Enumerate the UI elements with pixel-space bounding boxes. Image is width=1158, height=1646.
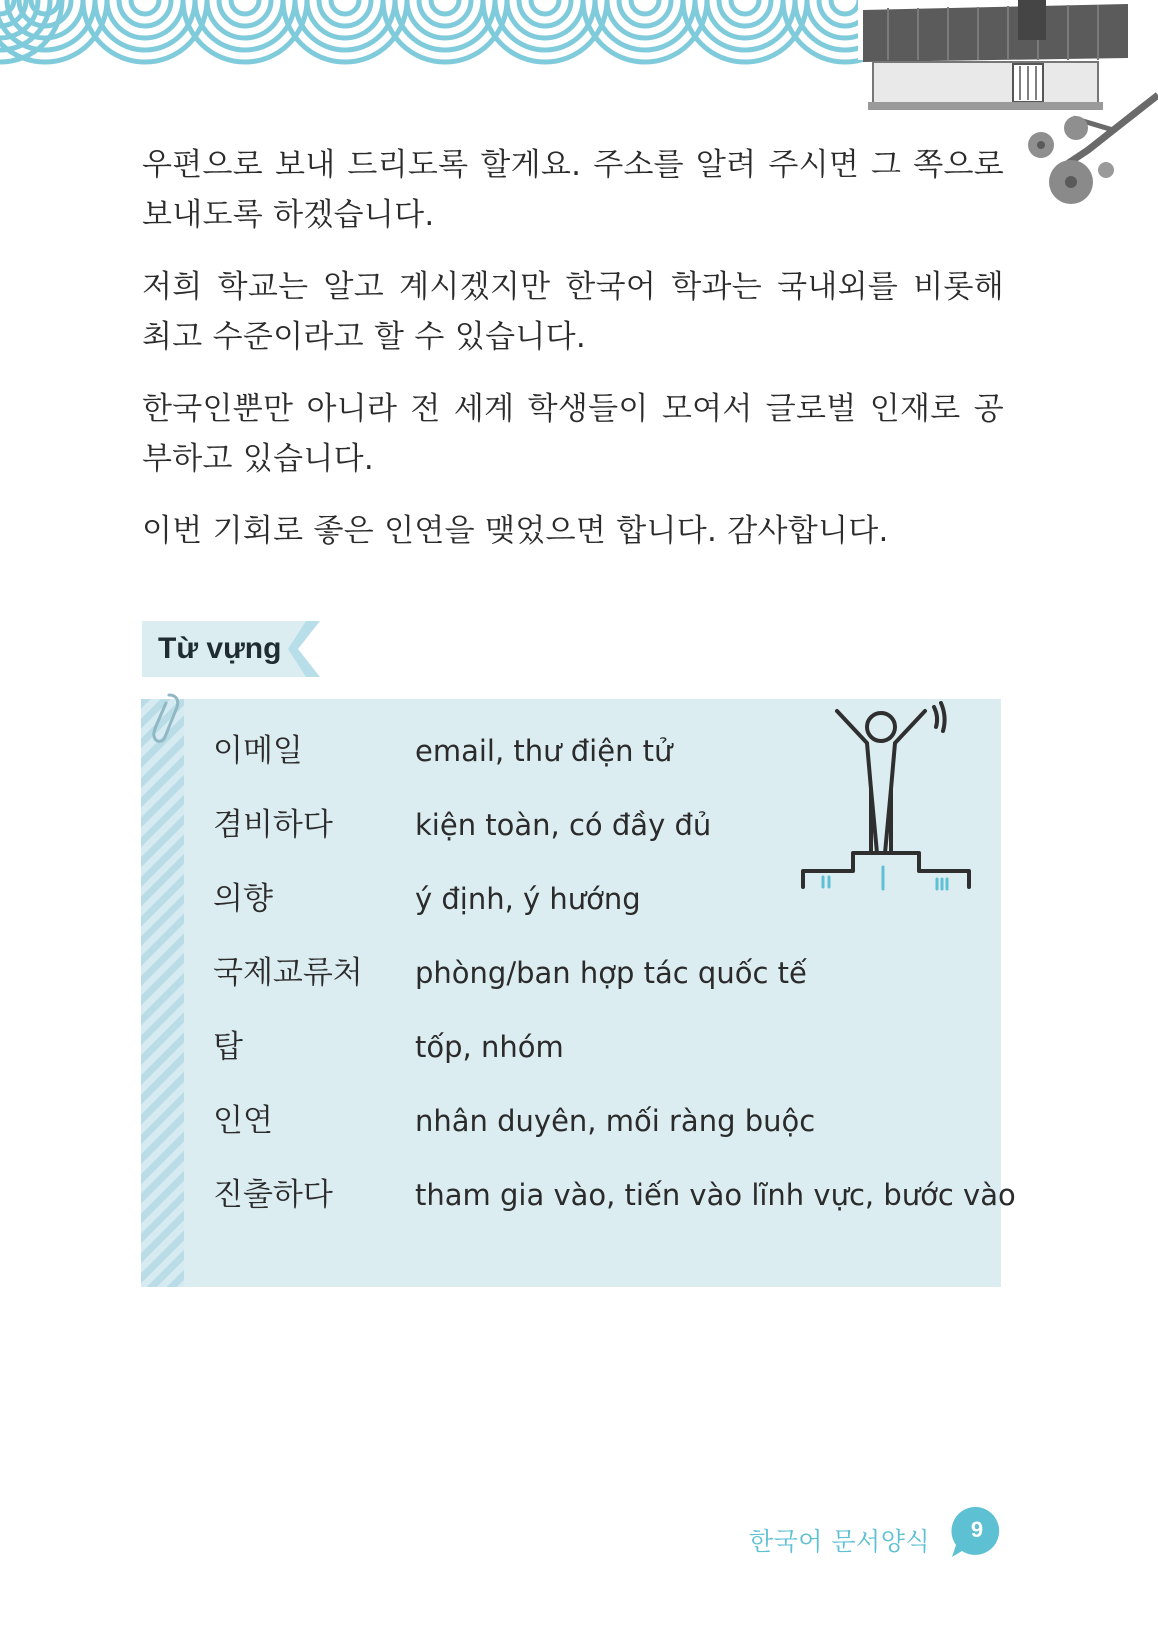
body-paragraph: 저희 학교는 알고 계시겠지만 한국어 학과는 국내외를 비롯해 최고 수준이라고 할 수 있습니다.: [142, 269, 1004, 355]
vocab-vietnamese-meaning: nhân duyên, mối ràng buộc: [415, 1104, 816, 1138]
vocab-row: [213, 799, 1003, 873]
vocab-korean-term: 이메일: [213, 733, 303, 769]
vocab-row: [213, 725, 1003, 799]
vocab-vietnamese-meaning: ý định, ý hướng: [415, 882, 641, 916]
letter-body: [142, 140, 1004, 578]
body-paragraph: 이번 기회로 좋은 인연을 맺었으면 합니다. 감사합니다.: [142, 513, 889, 549]
vocab-vietnamese-meaning: tham gia vào, tiến vào lĩnh vực, bước vào: [415, 1178, 1016, 1212]
vocab-row: [213, 1169, 1016, 1243]
vocab-list: [213, 725, 1016, 1243]
vocab-vietnamese-meaning: email, thư điện tử: [415, 734, 673, 768]
vocab-row: [213, 947, 1003, 1021]
vocab-korean-term: 의향: [213, 881, 273, 917]
vocab-heading-tag: [142, 621, 320, 677]
vocab-korean-term: 인연: [213, 1103, 273, 1139]
body-paragraph: 한국인뿐만 아니라 전 세계 학생들이 모여서 글로벌 인재로 공부하고 있습니다.: [142, 391, 1004, 477]
paperclip-icon: [149, 691, 183, 747]
vocab-row: [213, 1021, 1003, 1095]
vocab-korean-term: 국제교류처: [213, 955, 363, 991]
vocab-heading: Từ vựng: [158, 632, 282, 665]
vocab-row: [213, 873, 1003, 947]
body-paragraph: 우편으로 보내 드리도록 할게요. 주소를 알려 주시면 그 쪽으로 보내도록 하겠습니다.: [142, 147, 1004, 233]
striped-margin: [141, 699, 184, 1287]
vocab-row: [213, 1095, 1003, 1169]
vocab-vietnamese-meaning: phòng/ban hợp tác quốc tế: [415, 956, 807, 990]
vocab-korean-term: 겸비하다: [213, 807, 333, 843]
vocab-vietnamese-meaning: kiện toàn, có đầy đủ: [415, 808, 712, 842]
vocab-box: [141, 699, 1016, 1287]
footer-book-title: 한국어 문서양식: [749, 1527, 930, 1556]
vocab-korean-term: 탑: [213, 1029, 243, 1065]
vocab-vietnamese-meaning: tốp, nhóm: [415, 1030, 564, 1064]
vocab-korean-term: 진출하다: [213, 1177, 333, 1213]
page-number: 9: [970, 1517, 984, 1542]
